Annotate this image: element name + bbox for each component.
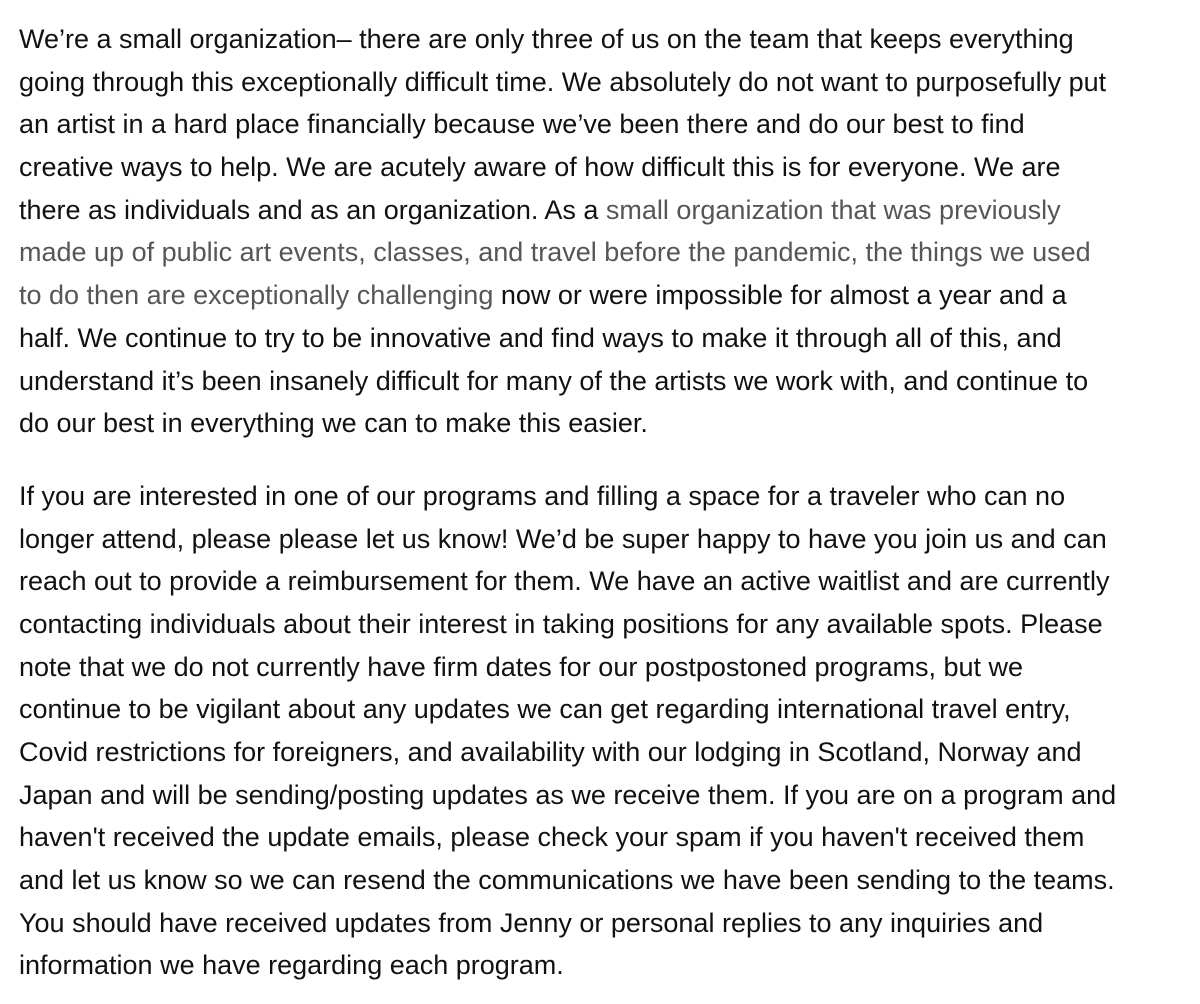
text-line xyxy=(19,274,1180,317)
text-line xyxy=(19,944,1180,987)
text-line xyxy=(19,103,1180,146)
text-run: You should have received updates from Jenny or personal replies to any inquiries and xyxy=(19,907,1044,938)
paragraph-program-updates xyxy=(19,475,1180,987)
text-run: We’re a small organization– there are only three of us on the team that keeps everything xyxy=(19,24,1074,54)
text-line xyxy=(19,61,1180,104)
text-line xyxy=(19,231,1180,274)
text-run: now or were impossible for almost a year and a xyxy=(493,280,1067,311)
text-line xyxy=(19,774,1180,817)
text-run: If you are interested in one of our programs and filling a space for a traveler who can no xyxy=(19,480,1066,511)
text-run: haven't received the update emails, please check your spam if you haven't received them xyxy=(19,822,1085,853)
text-run: do our best in everything we can to make this easier. xyxy=(19,408,648,439)
text-run: Covid restrictions for foreigners, and availability with our lodging in Scotland, Norway and xyxy=(19,737,1082,767)
text-line xyxy=(19,317,1180,360)
text-run: understand it’s been insanely difficult for many of the artists we work with, and continue to xyxy=(19,365,1089,396)
text-line xyxy=(19,189,1180,232)
text-line xyxy=(19,146,1180,189)
text-run: reach out to provide a reimbursement for them. We have an active waitlist and are currently xyxy=(19,566,1110,597)
muted-text-run: small organization that was previously xyxy=(605,194,1061,225)
text-run: there as individuals and as an organization. As a xyxy=(19,194,606,225)
muted-text-run: to do then are exceptionally challenging xyxy=(19,280,494,311)
muted-text-run: made up of public art events, classes, and travel before the pandemic, the things we used xyxy=(19,237,1091,268)
text-line xyxy=(19,603,1180,646)
text-line xyxy=(19,18,1180,61)
text-line xyxy=(19,402,1180,445)
text-run: and let us know so we can resend the communications we have been sending to the teams. xyxy=(19,865,1115,896)
text-line xyxy=(19,646,1180,689)
text-run: going through this exceptionally difficult time. We absolutely do not want to purposefully put xyxy=(19,66,1107,97)
text-line xyxy=(19,902,1180,945)
text-run: longer attend, please please let us know! We’d be super happy to have you join us and can xyxy=(19,523,1107,554)
text-run: information we have regarding each program. xyxy=(19,950,564,981)
text-line xyxy=(19,816,1180,859)
text-line xyxy=(19,475,1180,518)
text-run: an artist in a hard place financially because we’ve been there and do our best to find xyxy=(19,109,1025,140)
paragraph-organization-statement xyxy=(19,18,1180,445)
text-run: Japan and will be sending/posting updates as we receive them. If you are on a program and xyxy=(19,779,1117,810)
text-run: creative ways to help. We are acutely aware of how difficult this is for everyone. We are xyxy=(19,152,1061,183)
text-line xyxy=(19,518,1180,561)
text-line xyxy=(19,688,1180,731)
text-run: note that we do not currently have firm dates for our postpostoned programs, but we xyxy=(19,651,1024,682)
text-run: continue to be vigilant about any updates we can get regarding international travel entry, xyxy=(19,694,1071,725)
text-line xyxy=(19,560,1180,603)
text-line xyxy=(19,360,1180,403)
text-run: contacting individuals about their interest in taking positions for any available spots. Please xyxy=(19,608,1103,639)
text-line xyxy=(19,731,1180,774)
text-line xyxy=(19,859,1180,902)
text-run: half. We continue to try to be innovative and find ways to make it through all of this, and xyxy=(19,322,1062,353)
